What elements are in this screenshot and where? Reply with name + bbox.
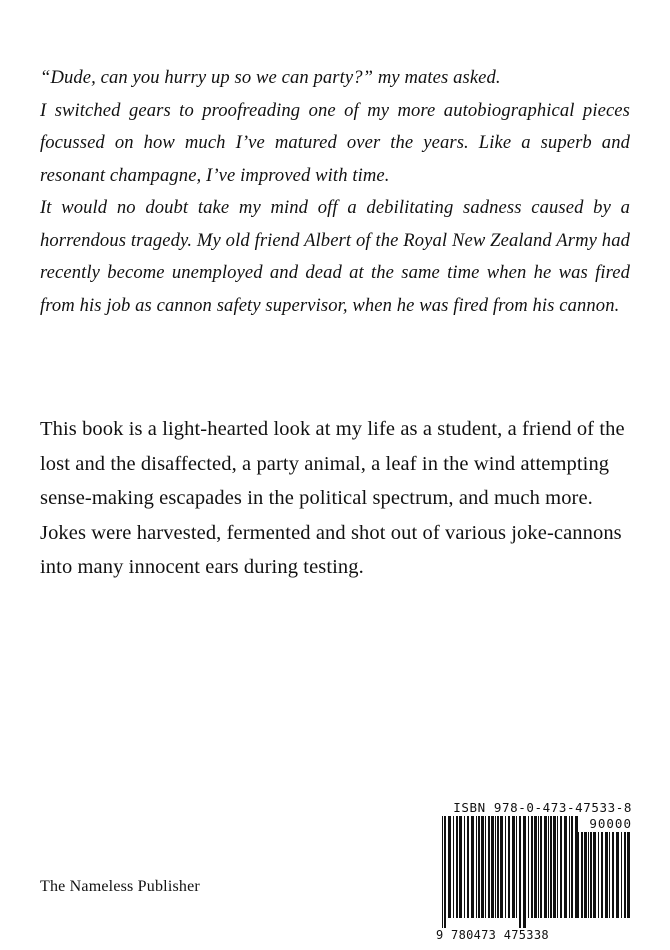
- barcode-bar: [448, 816, 451, 918]
- excerpt-paragraph: “Dude, can you hurry up so we can party?” my mates asked.: [40, 67, 501, 88]
- barcode-bar: [557, 816, 558, 918]
- barcode-bar: [453, 816, 454, 918]
- barcode-bar: [601, 832, 603, 918]
- barcode-bar: [464, 816, 465, 918]
- barcode-bar: [627, 832, 630, 918]
- excerpt-paragraph: I switched gears to proofreading one of my more autobiographical pieces focussed on how much I’ve matured over the years. Like a superb and resonant champagne, I’ve improved with time.: [40, 99, 630, 186]
- barcode-bar: [519, 816, 521, 928]
- excerpt-paragraph: It would no doubt take my mind off a debilitating sadness caused by a horrendous tragedy. My old friend Albert of the Royal New Zealand Army had recently become unemployed and dead at the same time when he was fired from his job as cannon safety supervisor, when he was fired from his cannon.: [40, 197, 630, 316]
- barcode-bar: [584, 832, 587, 918]
- barcode-bar: [467, 816, 469, 918]
- barcode-bar: [616, 832, 619, 918]
- barcode-bar: [550, 816, 552, 918]
- barcode-bar: [578, 832, 579, 918]
- barcode-bar: [500, 816, 503, 918]
- barcode-bar: [612, 832, 614, 918]
- barcode-bar: [456, 816, 458, 918]
- barcode-bar: [444, 816, 446, 928]
- barcode-bar: [476, 816, 477, 918]
- barcode-bar: [478, 816, 480, 918]
- book-blurb: This book is a light-hearted look at my life as a student, a friend of the lost and the disaffected, a party animal, a leaf in the wind attempting sense-making escapades in the political spectrum, and much more. Jokes were harvested, fermented and shot out of various joke-cannons into many innocent ears during testing.: [40, 418, 625, 578]
- barcode-bar: [528, 816, 529, 918]
- barcode-bar: [605, 832, 608, 918]
- barcode-bar: [491, 816, 494, 918]
- barcode-bar: [459, 816, 462, 918]
- barcode-bar: [495, 816, 496, 918]
- barcode-bar: [508, 816, 510, 918]
- barcode-bar: [544, 816, 547, 918]
- barcode-bar: [553, 816, 556, 918]
- barcode-bar: [593, 832, 596, 918]
- barcode-bar: [531, 816, 533, 918]
- barcode-bar: [598, 832, 599, 918]
- isbn-barcode: [436, 800, 632, 940]
- barcode-bar: [534, 816, 537, 918]
- publisher-name: The Nameless Publisher: [40, 878, 200, 895]
- barcode-bar: [581, 832, 583, 918]
- barcode-bar: [512, 816, 515, 918]
- barcode-bar: [590, 832, 592, 918]
- barcode-bar: [588, 832, 589, 918]
- barcode-bar: [569, 816, 570, 918]
- barcode-bar: [442, 816, 443, 928]
- barcode-bar: [505, 816, 506, 918]
- isbn-label: ISBN 978-0-473-47533-8: [453, 800, 632, 815]
- barcode-bar: [516, 816, 517, 918]
- barcode-bar: [571, 816, 573, 918]
- barcode-bar: [523, 816, 526, 928]
- barcode-bar: [548, 816, 549, 918]
- price-code: 90000: [589, 816, 632, 831]
- barcode-bar: [609, 832, 610, 918]
- barcode-bar: [497, 816, 499, 918]
- barcode-bar: [485, 816, 486, 918]
- barcode-bar: [538, 816, 539, 918]
- barcode-bar: [481, 816, 484, 918]
- barcode-bar: [471, 816, 474, 918]
- barcode-bar: [488, 816, 490, 918]
- ean-digits: 9 780473 475338: [436, 928, 549, 942]
- barcode-bar: [564, 816, 567, 918]
- barcode-bars: [442, 816, 578, 928]
- barcode-bar: [621, 832, 622, 918]
- barcode-bar: [560, 816, 562, 918]
- excerpt-block: [40, 62, 630, 322]
- addon-barcode-bars: [578, 832, 632, 928]
- barcode-bar: [540, 816, 542, 918]
- barcode-bar: [624, 832, 626, 918]
